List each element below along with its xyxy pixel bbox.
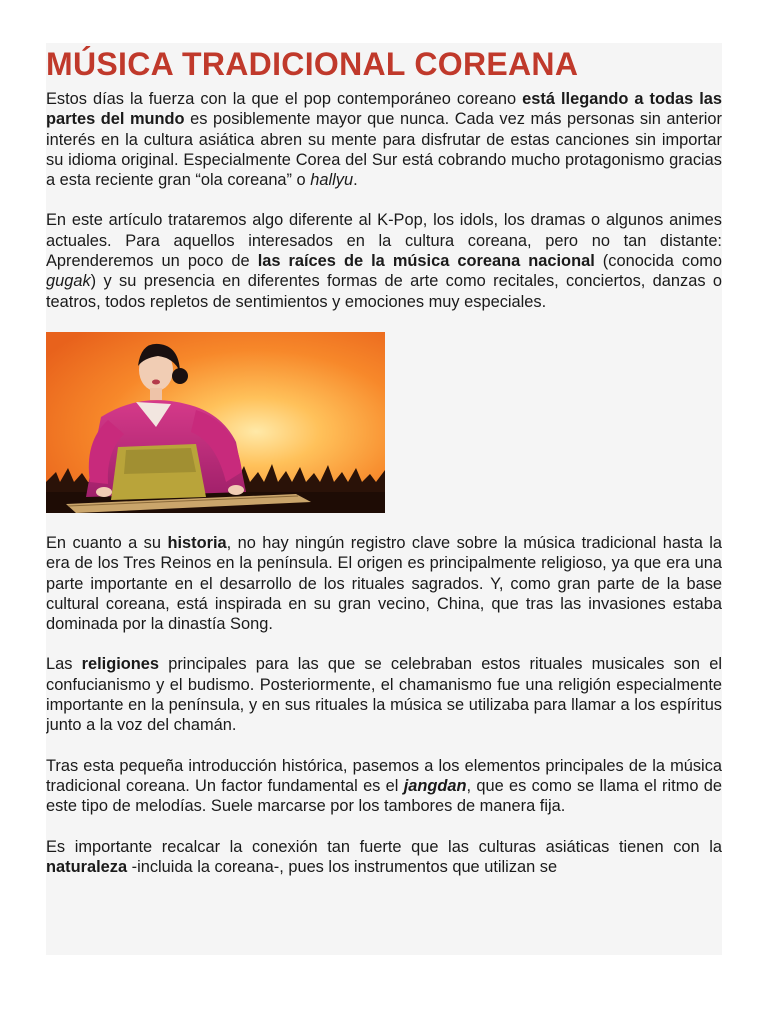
text-run: .	[353, 171, 358, 190]
text-run: En este artículo trataremos algo diferente al K-Pop, los idols, los dramas o algunos animes actuales. Para aquellos interesados en la cultura coreana, pero no tan distante: Aprenderemos un poco de	[46, 211, 722, 271]
italic-text: hallyu	[310, 171, 354, 190]
article-title: MÚSICA TRADICIONAL COREANA	[46, 46, 579, 82]
paragraph-intro	[46, 89, 722, 190]
document-page	[46, 43, 722, 955]
italic-text: gugak	[46, 272, 91, 291]
text-run: Tras esta pequeña introducción histórica, pasemos a los elementos principales de la música tradicional coreana. Un factor fundamental es el	[46, 756, 722, 795]
text-run: es posiblemente mayor que nunca. Cada vez más personas sin anterior interés en la cultura asiática abren su mente para disfrutar de estas canciones sin importar su idioma original. Especialmente Corea del Sur está cobrando mucho protagonismo gracias a esta reciente gran “ola coreana” o	[46, 110, 722, 190]
bold-text: religiones	[81, 655, 160, 674]
paragraph-religiones	[46, 654, 722, 735]
singer-photo	[46, 332, 385, 513]
paragraph-gugak	[46, 210, 722, 311]
paragraph-naturaleza	[46, 837, 722, 878]
text-run: (conocida como	[594, 252, 722, 271]
bold-text: está llegando a todas las partes del mundo	[46, 90, 722, 129]
bold-text: historia	[167, 533, 227, 552]
text-run: Estos días la fuerza con la que el pop contemporáneo coreano	[46, 90, 523, 108]
text-run: principales para las que se celebraban estos rituales musicales son el confucianismo y el budismo. Posteriormente, el chamanismo fue una religión especialmente importante en la península, y en sus rituales la música se utilizaba para llamar a los espíritus junto a la voz del chamán.	[46, 655, 722, 735]
text-run: Es importante recalcar la conexión tan fuerte que las culturas asiáticas tienen con la	[46, 837, 722, 856]
paragraph-historia	[46, 533, 722, 634]
text-run: ) y su presencia en diferentes formas de arte como recitales, conciertos, danzas o teatros, todos repletos de sentimientos y emociones muy especiales.	[46, 272, 722, 311]
text-run: Las	[46, 655, 82, 674]
bold-text: naturaleza	[46, 857, 128, 876]
text-run: , que es como se llama el ritmo de este tipo de melodías. Suele marcarse por los tambores de manera fija.	[46, 776, 722, 816]
text-run: , no hay ningún registro clave sobre la música tradicional hasta la era de los Tres Reinos en la península. El origen es principalmente religioso, ya que era una parte importante en el desarrollo de los rituales sagrados. Y, como gran parte de la base cultural coreana, está inspirada en su gran vecino, China, que tras las invasiones estaba dominada por la dinastía Song.	[46, 533, 722, 634]
text-run: En cuanto a su	[46, 533, 168, 552]
bold-italic-text: jangdan	[403, 776, 467, 795]
paragraph-jangdan	[46, 756, 722, 817]
text-run: -incluida la coreana-, pues los instrumentos que utilizan se	[127, 857, 558, 876]
bold-text: las raíces de la música coreana nacional	[257, 252, 595, 271]
article-body	[46, 43, 722, 877]
